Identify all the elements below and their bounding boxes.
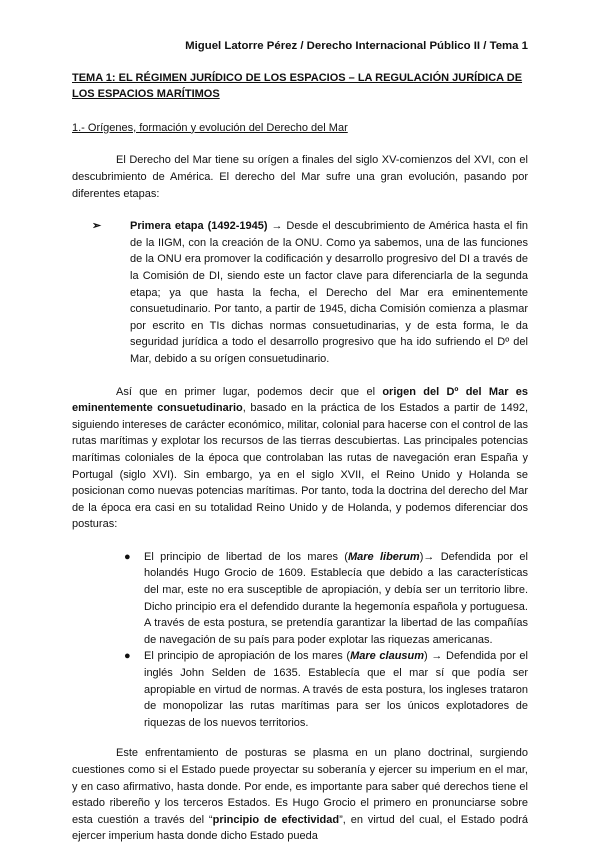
stage-item <box>92 218 528 367</box>
list-item <box>124 648 528 731</box>
section-heading: 1.- Orígenes, formación y evolución del Derecho del Mar <box>72 121 348 134</box>
stage-text: → Desde el descubrimiento de América hasta el fin de la IIGM, con la creación de la ONU. Como ya sabemos, una de las funciones de la ONU era promover la codificación y desarrollo progresivo del DI a través de la Comisión de DI, siendo este un factor clave para diferenciarla de la segunda etapa; ya que hasta la fecha, el Derecho del Mar era eminentemente consuetudinario. Por tanto, a partir de 1945, dicha Comisión comienza a plasmar por escrito en TIs dichas normas consuetudinarias, y de esta forma, le da seguridad jurídica a todo el desarrollo progresivo que ha ido sufriendo el Dº del Mar, debido a su orígen consuetudinario. <box>130 220 528 365</box>
doctrine-paragraph <box>72 745 528 845</box>
doctrine-emphasis: principio de efectividad <box>212 813 340 826</box>
origin-paragraph <box>72 384 528 533</box>
latin-term: Mare clausum <box>350 650 425 663</box>
bullet-dot-icon: ● <box>124 650 131 663</box>
intro-paragraph: El Derecho del Mar tiene su orígen a finales del siglo XV-comienzos del XVI, con el descubrimiento de América. El derecho del Mar sufre una gran evolución, pasando por diferentes etapas: <box>72 154 528 200</box>
running-header: Miguel Latorre Pérez / Derecho Internacional Público II / Tema 1 <box>185 40 528 52</box>
arrow-bullet-icon: ➢ <box>92 220 102 233</box>
origin-text-b: , basado en la práctica de los Estados a partir de 1492, siguiendo intereses de carácter económico, militar, colonial para hacerse con el control de las rutas marítimas y explotar los recursos de las tierras descubiertas. Las principales potencias marítimas coloniales de la época que controlaban las rutas de navegación eran España y Portugal (siglo XVI). Sin embargo, ya en el siglo XVII, el Reino Unido y Holanda se posicionan como nuevas potencias marítimas. Por tanto, toda la doctrina del derecho del Mar de la época era casi en su totalidad Reino Unido y de Holanda, y podemos diferenciar dos posturas: <box>72 402 528 531</box>
document-body <box>72 70 528 861</box>
list-item <box>124 549 528 649</box>
list-item-text-b: )→ Defendida por el holandés Hugo Grocio de 1609. Establecía que debido a las características del mar, este no era susceptible de apropiación, y debía ser un territorio libre. Dicho principio era el defendido durante la hegemonía española y portuguesa. A través de esta postura, se pretendía garantizar la libertad de las compañías de navegación de su país para poder explotar las riquezas americanas. <box>144 550 528 646</box>
stage-label: Primera etapa (1492-1945) <box>130 220 268 233</box>
doctrine-text-a: Este enfrentamiento de posturas se plasma en un plano doctrinal, surgiendo cuestiones como si el Estado puede proyectar su soberanía y ejercer su imperium en el mar, y en caso afirmativo, hasta donde. Por ende, es importante para saber qué derechos tiene el estado ribereño y los terceros Estados. Es Hugo Grocio el primero en pronunciarse sobre esta cuestión a través del “ <box>72 747 528 826</box>
list-item-text-b: ) → Defendida por el inglés John Selden de 1635. Establecía que el mar sí que podía ser apropiable en virtud de normas. A través de esta postura, los ingleses trataron de monopolizar las rutas marítimas para ser los únicos explotadores de riquezas de los nuevos territorios. <box>144 650 528 729</box>
bullet-dot-icon: ● <box>124 550 131 563</box>
origin-emphasis: origen del Dº del Mar es eminentemente consuetudinario <box>72 385 529 415</box>
list-item-text-a: El principio de apropiación de los mares ( <box>144 650 351 663</box>
postures-list <box>124 549 528 732</box>
latin-term: Mare liberum <box>347 550 420 563</box>
chapter-title: TEMA 1: EL RÉGIMEN JURÍDICO DE LOS ESPACIOS – LA REGULACIÓN JURÍDICA DE LOS ESPACIOS MARÍTIMOS <box>72 72 523 101</box>
list-item-text-a: El principio de libertad de los mares ( <box>144 550 348 563</box>
doctrine-text-b: ”, en virtud del cual, el Estado podrá ejercer imperium hasta donde dicho Estado pueda <box>72 813 528 843</box>
origin-text-a: Así que en primer lugar, podemos decir que el <box>116 385 383 398</box>
